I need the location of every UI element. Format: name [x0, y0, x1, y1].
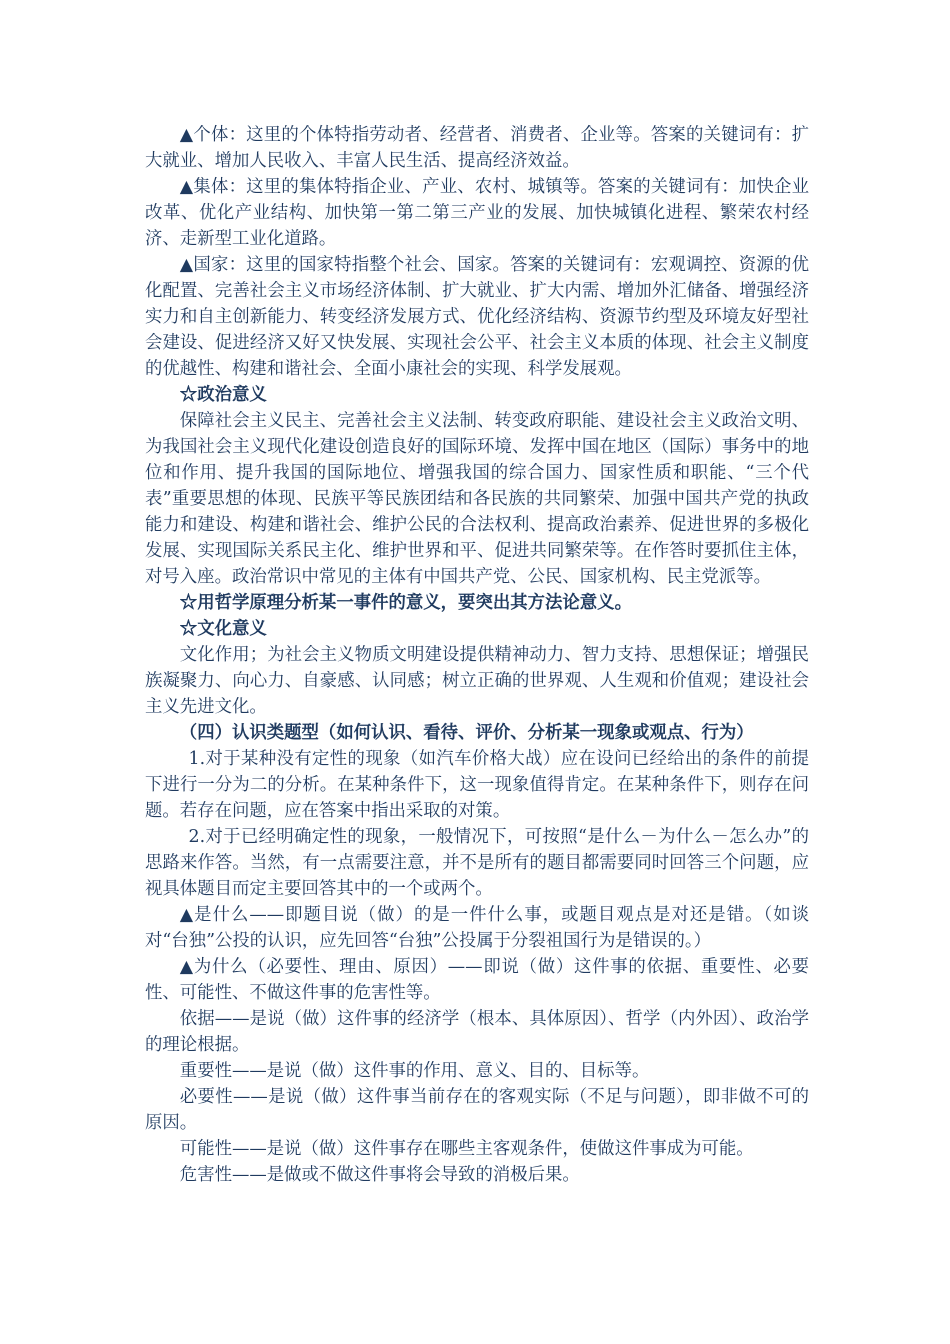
paragraph-necessity: 必要性——是说（做）这件事当前存在的客观实际（不足与问题），即非做不可的原因。	[145, 1087, 809, 1133]
paragraph-point-2: 2.对于已经明确定性的现象，一般情况下，可按照“是什么－为什么－怎么办”的思路来作答。当然，有一点需要注意，并不是所有的题目都需要同时回答三个问题，应视具体题目而定主要回答其中的一个或两个。	[145, 827, 809, 899]
paragraph-possibility: 可能性——是说（做）这件事存在哪些主客观条件，使做这件事成为可能。	[179, 1139, 754, 1159]
paragraph-what: ▲是什么——即题目说（做）的是一件什么事，或题目观点是对还是错。（如谈对“台独”公投的认识，应先回答“台独”公投属于分裂祖国行为是错误的。）	[145, 905, 809, 951]
document-body	[145, 122, 809, 1188]
paragraph-harm: 危害性——是做或不做这件事将会导致的消极后果。	[179, 1165, 580, 1185]
paragraph-nation: ▲国家：这里的国家特指整个社会、国家。答案的关键词有：宏观调控、资源的优化配置、完善社会主义市场经济体制、扩大就业、扩大内需、增加外汇储备、增强经济实力和自主创新能力、转变经济发展方式、优化经济结构、资源节约型及环境友好型社会建设、促进经济又好又快发展、实现社会公平、社会主义本质的体现、社会主义制度的优越性、构建和谐社会、全面小康社会的实现、科学发展观。	[145, 255, 809, 379]
heading-cultural-significance: ☆文化意义	[179, 619, 267, 639]
heading-political-significance: ☆政治意义	[179, 385, 267, 405]
paragraph-point-1: 1.对于某种没有定性的现象（如汽车价格大战）应在设问已经给出的条件的前提下进行一分为二的分析。在某种条件下，这一现象值得肯定。在某种条件下，则存在问题。若存在问题，应在答案中指出采取的对策。	[145, 749, 809, 821]
paragraph-collective: ▲集体：这里的集体特指企业、产业、农村、城镇等。答案的关键词有：加快企业改革、优化产业结构、加快第一第二第三产业的发展、加快城镇化进程、繁荣农村经济、走新型工业化道路。	[145, 177, 809, 249]
paragraph-political: 保障社会主义民主、完善社会主义法制、转变政府职能、建设社会主义政治文明、为我国社会主义现代化建设创造良好的国际环境、发挥中国在地区（国际）事务中的地位和作用、提升我国的国际地位、增强我国的综合国力、国家性质和职能、“三个代表”重要思想的体现、民族平等民族团结和各民族的共同繁荣、加强中国共产党的执政能力和建设、构建和谐社会、维护公民的合法权利、提高政治素养、促进世界的多极化发展、实现国际关系民主化、维护世界和平、促进共同繁荣等。在作答时要抓住主体，对号入座。政治常识中常见的主体有中国共产党、公民、国家机构、民主党派等。	[145, 411, 809, 587]
paragraph-individual: ▲个体：这里的个体特指劳动者、经营者、消费者、企业等。答案的关键词有：扩大就业、增加人民收入、丰富人民生活、提高经济效益。	[145, 125, 809, 171]
paragraph-cultural: 文化作用；为社会主义物质文明建设提供精神动力、智力支持、思想保证；增强民族凝聚力、向心力、自豪感、认同感；树立正确的世界观、人生观和价值观；建设社会主义先进文化。	[145, 645, 809, 717]
paragraph-basis: 依据——是说（做）这件事的经济学（根本、具体原因）、哲学（内外因）、政治学的理论根据。	[145, 1009, 809, 1055]
paragraph-importance: 重要性——是说（做）这件事的作用、意义、目的、目标等。	[179, 1061, 650, 1081]
heading-cognition-type: （四）认识类题型（如何认识、看待、评价、分析某一现象或观点、行为）	[179, 723, 754, 743]
paragraph-why: ▲为什么（必要性、理由、原因）——即说（做）这件事的依据、重要性、必要性、可能性、不做这件事的危害性等。	[145, 957, 809, 1003]
heading-philosophy: ☆用哲学原理分析某一事件的意义，要突出其方法论意义。	[179, 593, 632, 613]
